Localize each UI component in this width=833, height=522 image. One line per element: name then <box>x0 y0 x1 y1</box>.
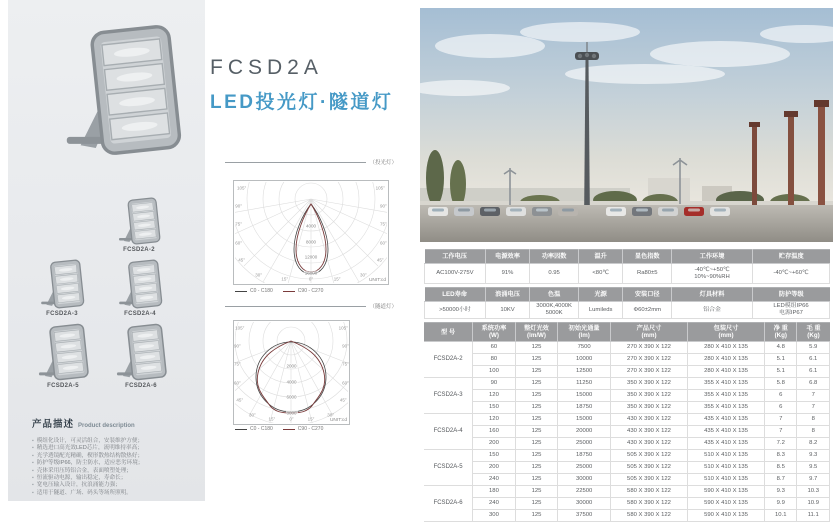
spec-value-cell: <80℃ <box>578 264 623 284</box>
product-title: LED投光灯·隧道灯 <box>210 92 394 113</box>
product-description-section <box>32 414 194 497</box>
angle-tick: 45° <box>238 257 246 263</box>
table-cell: 60 <box>473 342 516 354</box>
angle-tick: 0° <box>308 276 314 282</box>
photometric-chart-tunnel <box>233 320 350 425</box>
table-cell: 7 <box>797 390 830 402</box>
spec-header-cell: 温升 <box>578 250 623 264</box>
angle-tick: 60° <box>379 240 387 246</box>
table-cell: 6.1 <box>797 366 830 378</box>
table-cell: 25000 <box>558 462 611 474</box>
table-cell: 9.5 <box>797 462 830 474</box>
table-cell: 7 <box>797 402 830 414</box>
table-cell: 510 X 410 X 135 <box>688 462 765 474</box>
table-cell: 10.1 <box>765 510 797 522</box>
title-block <box>210 56 393 114</box>
specification-tables <box>424 249 830 522</box>
table-cell: 6 <box>765 402 797 414</box>
table-header-cell: 整灯光效 (lm/W) <box>515 323 558 342</box>
table-cell: 7500 <box>558 342 611 354</box>
table-cell: 590 X 410 X 135 <box>688 510 765 522</box>
table-cell: 580 X 390 X 122 <box>610 486 687 498</box>
legend-item <box>235 426 273 432</box>
rule-line <box>225 162 366 163</box>
description-title-zh: 产品描述 <box>32 419 75 430</box>
angle-tick: 90° <box>234 343 241 349</box>
spec-header-cell: 工作环境 <box>672 250 753 264</box>
table-cell: 355 X 410 X 135 <box>688 402 765 414</box>
table-cell: 510 X 410 X 135 <box>688 450 765 462</box>
section-rule-floodlight <box>225 158 397 166</box>
table-row <box>424 498 830 510</box>
table-cell: 180 <box>473 486 516 498</box>
table-header-row <box>424 323 830 342</box>
table-cell: 240 <box>473 498 516 510</box>
spec-value-cell: 0.95 <box>530 264 579 284</box>
description-bullet: ▪ 光学透镜配光精确，楔形散热结构散热好； <box>32 453 194 460</box>
description-bullet: ▪ 适用于隧道、广场、码头等场所照明。 <box>32 490 194 497</box>
product-thumb-fcsd2a-2[interactable] <box>104 196 174 253</box>
table-header-cell: 包装尺寸 (mm) <box>688 323 765 342</box>
unit-label: UNIT:cd <box>329 418 347 423</box>
floodlight-render-icon <box>117 324 166 380</box>
table-cell: 355 X 410 X 135 <box>688 378 765 390</box>
table-cell: 7.2 <box>765 438 797 450</box>
legend-item <box>283 426 324 432</box>
model-selection-table <box>424 322 830 522</box>
angle-tick: 45° <box>376 257 384 263</box>
table-cell: 8.2 <box>797 438 830 450</box>
table-cell: 160 <box>473 426 516 438</box>
description-title-en: Product description <box>78 423 135 429</box>
table-cell: 6 <box>765 390 797 402</box>
product-thumb-fcsd2a-5[interactable] <box>28 322 98 389</box>
legend-swatch-red <box>283 429 295 430</box>
spec-value-cell: Ra80±5 <box>623 264 672 284</box>
intensity-ring-label: 8000 <box>305 239 317 245</box>
angle-tick: 15° <box>307 416 315 422</box>
table-header-cell: 毛 重 (Kg) <box>797 323 830 342</box>
angle-tick: 60° <box>235 240 243 246</box>
table-cell: 350 X 390 X 122 <box>610 390 687 402</box>
angle-tick: 105° <box>338 325 348 331</box>
description-bullet-list <box>32 438 194 497</box>
legend-label: C90 - C270 <box>297 426 324 432</box>
spec-value-cell: Φ60±2mm <box>623 302 672 319</box>
product-thumb-label: FCSD2A-3 <box>46 311 78 317</box>
table-cell: 435 X 410 X 135 <box>688 438 765 450</box>
product-thumb-label: FCSD2A-2 <box>123 247 155 253</box>
table-row <box>424 342 830 354</box>
table-cell: 6.1 <box>797 354 830 366</box>
product-thumb-label: FCSD2A-5 <box>47 383 79 389</box>
angle-tick: 15° <box>281 276 289 282</box>
angle-tick: 75° <box>342 361 349 367</box>
table-row <box>424 474 830 486</box>
table-cell: 590 X 410 X 135 <box>688 498 765 510</box>
model-title: FCSD2A <box>210 56 323 79</box>
table-cell: 150 <box>473 450 516 462</box>
table-cell: 80 <box>473 354 516 366</box>
angle-tick: 45° <box>339 397 347 403</box>
table-cell: 580 X 390 X 122 <box>610 510 687 522</box>
table-cell: 5.8 <box>765 378 797 390</box>
table-cell: 11250 <box>558 378 611 390</box>
table-cell: 150 <box>473 402 516 414</box>
table-cell: 300 <box>473 510 516 522</box>
table-cell: 8.7 <box>765 474 797 486</box>
spec-value-cell: >50000小时 <box>425 302 486 319</box>
unit-label: UNIT:cd <box>368 278 386 283</box>
table-cell: 10.3 <box>797 486 830 498</box>
angle-tick: 90° <box>379 203 387 209</box>
table-cell: 12500 <box>558 366 611 378</box>
table-cell: 20000 <box>558 426 611 438</box>
table-header-cell: 净 重 (Kg) <box>765 323 797 342</box>
intensity-ring-label: 6000 <box>286 394 297 400</box>
table-cell: 5.1 <box>765 354 797 366</box>
table-cell: 125 <box>515 450 558 462</box>
legend-label: C0 - C180 <box>250 426 273 432</box>
table-cell: 590 X 410 X 135 <box>688 486 765 498</box>
photo-art <box>420 8 833 242</box>
table-cell: 200 <box>473 438 516 450</box>
angle-tick: 90° <box>342 343 349 349</box>
spec-header-cell: 电源效率 <box>485 250 530 264</box>
angle-tick: 75° <box>234 361 241 367</box>
table-row <box>424 510 830 522</box>
description-bullet: ▪ 宽电压输入设计，抗浪涌能力强； <box>32 482 194 489</box>
model-cell: FCSD2A-5 <box>424 450 473 486</box>
application-photo <box>420 8 833 242</box>
legend-item <box>235 288 273 294</box>
spec-value-row <box>425 302 830 319</box>
table-row <box>424 450 830 462</box>
table-cell: 125 <box>515 390 558 402</box>
intensity-ring-label: 4000 <box>305 223 317 229</box>
table-cell: 125 <box>515 342 558 354</box>
angle-tick: 90° <box>235 203 243 209</box>
table-cell: 6.8 <box>797 378 830 390</box>
spec-table-optical <box>424 287 830 319</box>
table-cell: 7 <box>765 414 797 426</box>
spec-value-cell: 3000K,4000K 5000K <box>530 302 579 319</box>
description-bullet: ▪ 恒流驱动电源，输出稳定，寿命长； <box>32 475 194 482</box>
intensity-ring-label: 2000 <box>286 363 297 369</box>
legend-label: C0 - C180 <box>250 288 273 294</box>
table-cell: 5.9 <box>797 342 830 354</box>
table-header-cell: 产品尺寸 (mm) <box>610 323 687 342</box>
table-cell: 350 X 390 X 122 <box>610 378 687 390</box>
table-cell: 9.3 <box>765 486 797 498</box>
angle-tick: 105° <box>237 185 247 191</box>
photometric-chart-floodlight <box>233 180 389 285</box>
spec-value-cell: -40℃~+60℃ <box>753 264 830 284</box>
table-row <box>424 462 830 474</box>
table-cell: 90 <box>473 378 516 390</box>
table-cell: 350 X 390 X 122 <box>610 402 687 414</box>
table-cell: 505 X 390 X 122 <box>610 462 687 474</box>
floodlight-render-icon <box>41 260 84 309</box>
intensity-ring-label: 16000 <box>304 270 318 276</box>
table-cell: 200 <box>473 462 516 474</box>
table-header-cell: 初始光通量 (lm) <box>558 323 611 342</box>
table-cell: 280 X 410 X 135 <box>688 366 765 378</box>
angle-tick-layer <box>234 181 388 284</box>
table-cell: 280 X 410 X 135 <box>688 342 765 354</box>
spec-header-cell: 显色指数 <box>623 250 672 264</box>
table-cell: 430 X 390 X 122 <box>610 438 687 450</box>
chart2-legend <box>235 426 323 432</box>
model-cell: FCSD2A-6 <box>424 486 473 522</box>
spec-header-cell: 灯具材料 <box>672 288 753 302</box>
table-cell: 22500 <box>558 486 611 498</box>
table-cell: 11.1 <box>797 510 830 522</box>
product-thumb-fcsd2a-4[interactable] <box>108 258 172 317</box>
table-cell: 4.8 <box>765 342 797 354</box>
table-row <box>424 390 830 402</box>
floodlight-render-icon <box>119 260 162 309</box>
spec-value-row <box>425 264 830 284</box>
spec-table-electrical <box>424 249 830 284</box>
table-cell: 125 <box>515 462 558 474</box>
table-row <box>424 438 830 450</box>
hero-product-image <box>53 14 191 166</box>
spec-header-cell: LED寿命 <box>425 288 486 302</box>
table-cell: 280 X 410 X 135 <box>688 354 765 366</box>
table-header-cell: 系统功率 (W) <box>473 323 516 342</box>
angle-tick-layer <box>234 321 349 424</box>
rule-label: （投光灯） <box>369 160 397 166</box>
table-cell: 125 <box>515 426 558 438</box>
table-cell: 125 <box>515 354 558 366</box>
chart1-legend <box>235 288 323 294</box>
table-cell: 270 X 390 X 122 <box>610 366 687 378</box>
table-row <box>424 426 830 438</box>
table-cell: 125 <box>515 414 558 426</box>
fence <box>420 201 833 205</box>
spec-header-cell: 光源 <box>578 288 623 302</box>
table-cell: 9.7 <box>797 474 830 486</box>
table-cell: 9.3 <box>797 450 830 462</box>
table-row <box>424 378 830 390</box>
table-cell: 125 <box>515 474 558 486</box>
table-cell: 125 <box>515 378 558 390</box>
table-cell: 30000 <box>558 474 611 486</box>
table-cell: 510 X 410 X 135 <box>688 474 765 486</box>
table-cell: 270 X 390 X 122 <box>610 354 687 366</box>
table-row <box>424 354 830 366</box>
angle-tick: 60° <box>234 380 241 386</box>
description-bullet: ▪ 模组化设计，可灵活组合，安装维护方便； <box>32 438 194 445</box>
legend-swatch-black <box>235 291 247 292</box>
angle-tick: 45° <box>236 397 244 403</box>
table-cell: 9.9 <box>765 498 797 510</box>
table-cell: 120 <box>473 390 516 402</box>
table-row <box>424 486 830 498</box>
spec-value-cell: AC100V-275V <box>425 264 486 284</box>
table-cell: 580 X 390 X 122 <box>610 498 687 510</box>
table-cell: 8 <box>797 414 830 426</box>
description-bullet: ▪ 防护等级IP66，防尘防水，适应恶劣环境； <box>32 460 194 467</box>
table-cell: 355 X 410 X 135 <box>688 390 765 402</box>
table-cell: 18750 <box>558 402 611 414</box>
table-cell: 25000 <box>558 438 611 450</box>
model-cell: FCSD2A-2 <box>424 342 473 378</box>
angle-tick: 0° <box>289 416 294 422</box>
table-cell: 7 <box>765 426 797 438</box>
table-cell: 430 X 390 X 122 <box>610 414 687 426</box>
table-cell: 15000 <box>558 414 611 426</box>
table-header-cell: 型 号 <box>424 323 473 342</box>
table-cell: 430 X 390 X 122 <box>610 426 687 438</box>
table-row <box>424 402 830 414</box>
table-cell: 37500 <box>558 510 611 522</box>
rule-line <box>225 306 366 307</box>
spec-header-cell: 色温 <box>530 288 579 302</box>
table-cell: 8.5 <box>765 462 797 474</box>
floodlight-render-icon <box>67 26 181 155</box>
spec-header-cell: 工作电压 <box>425 250 486 264</box>
product-thumb-fcsd2a-3[interactable] <box>30 258 94 317</box>
table-cell: 435 X 410 X 135 <box>688 426 765 438</box>
table-row <box>424 366 830 378</box>
table-cell: 125 <box>515 402 558 414</box>
table-cell: 15000 <box>558 390 611 402</box>
spec-header-cell: 防护等级 <box>753 288 830 302</box>
intensity-ring-label: 12000 <box>304 254 318 260</box>
spec-header-cell: 安装口径 <box>623 288 672 302</box>
angle-tick: 30° <box>359 272 367 278</box>
spec-header-row <box>425 250 830 264</box>
table-cell: 240 <box>473 474 516 486</box>
rule-label: （隧道灯） <box>369 304 397 310</box>
table-cell: 18750 <box>558 450 611 462</box>
legend-label: C90 - C270 <box>297 288 324 294</box>
description-bullet: ▪ 精选进口高光效LED芯片，流明维持率高； <box>32 445 194 452</box>
table-cell: 120 <box>473 414 516 426</box>
angle-tick: 105° <box>375 185 385 191</box>
section-rule-tunnel <box>225 302 397 310</box>
table-cell: 10000 <box>558 354 611 366</box>
spec-value-cell: -40℃~+50℃ 10%~90%RH <box>672 264 753 284</box>
table-cell: 125 <box>515 366 558 378</box>
table-cell: 125 <box>515 438 558 450</box>
angle-tick: 15° <box>333 276 341 282</box>
table-row <box>424 414 830 426</box>
angle-tick: 75° <box>235 221 243 227</box>
legend-swatch-black <box>235 429 247 430</box>
table-cell: 100 <box>473 366 516 378</box>
angle-tick: 30° <box>248 412 256 418</box>
table-cell: 505 X 390 X 122 <box>610 474 687 486</box>
model-cell: FCSD2A-3 <box>424 378 473 414</box>
table-cell: 125 <box>515 486 558 498</box>
spec-value-cell: 10KV <box>485 302 530 319</box>
spec-value-cell: LED模组IP66 电源IP67 <box>753 302 830 319</box>
legend-item <box>283 288 324 294</box>
table-cell: 8 <box>797 426 830 438</box>
description-bullet: ▪ 壳体采用压铸铝合金，表面喷塑处理； <box>32 468 194 475</box>
angle-tick: 75° <box>379 221 387 227</box>
angle-tick: 60° <box>342 380 349 386</box>
spec-header-cell: 浪涌电压 <box>485 288 530 302</box>
product-thumb-label: FCSD2A-4 <box>124 311 156 317</box>
angle-tick: 30° <box>327 412 334 418</box>
table-cell: 125 <box>515 498 558 510</box>
intensity-ring-label: 8000 <box>286 410 297 416</box>
intensity-ring-label: 4000 <box>286 379 297 385</box>
angle-tick: 15° <box>268 416 276 422</box>
angle-tick: 105° <box>235 325 245 331</box>
product-thumb-label: FCSD2A-6 <box>125 383 157 389</box>
model-cell: FCSD2A-4 <box>424 414 473 450</box>
table-cell: 125 <box>515 510 558 522</box>
spec-value-cell: 91% <box>485 264 530 284</box>
spec-value-cell: Lumileds <box>578 302 623 319</box>
product-sidebar <box>8 0 205 501</box>
table-cell: 30000 <box>558 498 611 510</box>
spec-header-cell: 功率因数 <box>530 250 579 264</box>
table-cell: 435 X 410 X 135 <box>688 414 765 426</box>
table-cell: 505 X 390 X 122 <box>610 450 687 462</box>
floodlight-render-icon <box>39 324 88 380</box>
table-cell: 10.9 <box>797 498 830 510</box>
table-cell: 270 X 390 X 122 <box>610 342 687 354</box>
product-thumb-fcsd2a-6[interactable] <box>106 322 176 389</box>
angle-tick: 30° <box>255 272 263 278</box>
table-cell: 8.3 <box>765 450 797 462</box>
spec-header-cell: 贮存温度 <box>753 250 830 264</box>
spec-value-cell: 铝合金 <box>672 302 753 319</box>
legend-swatch-red <box>283 291 295 292</box>
spec-header-row <box>425 288 830 302</box>
floodlight-render-icon <box>119 198 160 245</box>
table-cell: 5.1 <box>765 366 797 378</box>
